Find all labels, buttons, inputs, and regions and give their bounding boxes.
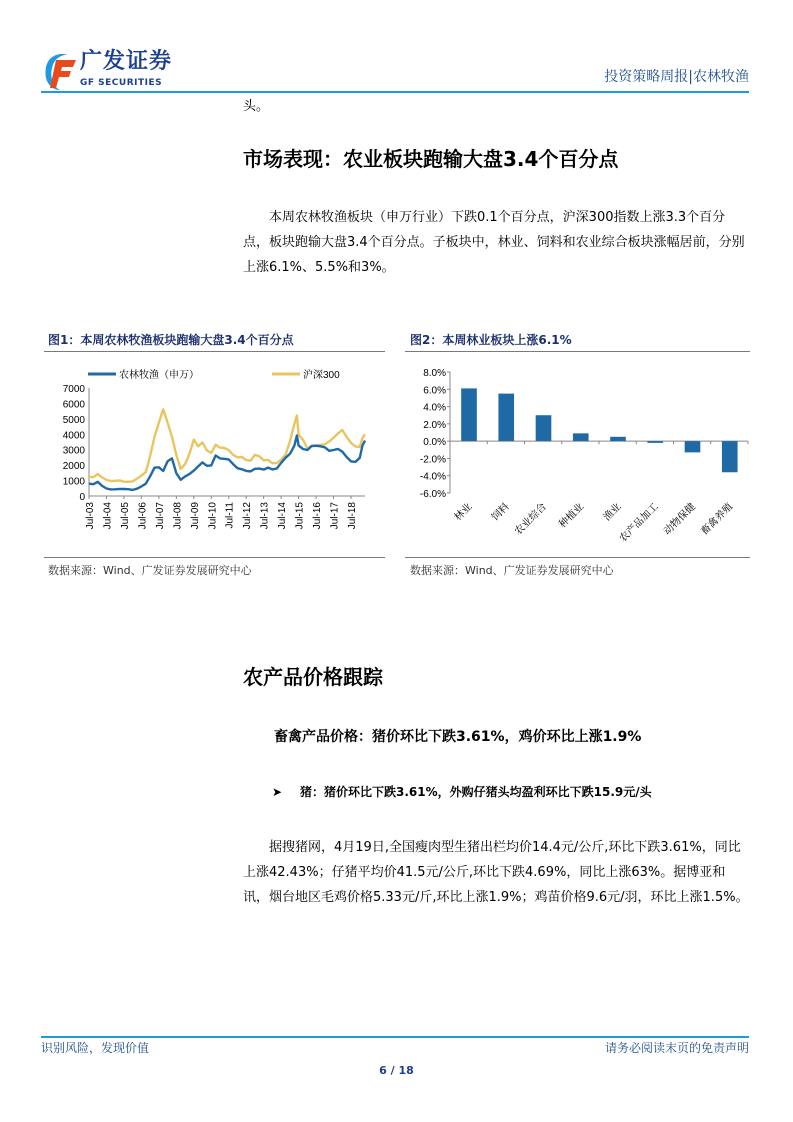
section-title-prices: 农产品价格跟踪: [243, 665, 383, 689]
report-type: 投资策略周报|农林牧渔: [604, 69, 749, 85]
x-tick-label: 畜禽养殖: [699, 501, 736, 538]
price-paragraph: 据搜猪网，4月19日,全国瘦肉型生猪出栏均价14.4元/公斤,环比下跌3.61%，同比上涨42.43%；仔猪平均价41.5元/公斤,环比下跌4.69%，同比上涨63%。据博亚和讯，烟台地区毛鸡价格5.33元/斤,环比上涨1.9%；鸡苗价格9.6元/羽，环比上涨1.5%。: [243, 840, 749, 905]
x-tick-label: 农产品加工: [617, 501, 661, 545]
legend-label: 沪深300: [303, 370, 340, 381]
y-tick-label: 4.0%: [423, 402, 446, 414]
y-tick-label: 4000: [62, 430, 85, 442]
x-tick-label: Jul-18: [347, 502, 359, 530]
logo-text-cn: 广发证券: [80, 49, 173, 74]
footer-slogan: 识别风险，发现价值: [41, 1041, 150, 1055]
x-tick-label: 渔业: [601, 501, 624, 524]
y-tick-label: 5000: [62, 414, 85, 426]
y-tick-label: 7000: [62, 384, 85, 395]
legend-label: 农林牧渔（申万）: [119, 370, 199, 381]
y-tick-label: 2000: [62, 461, 85, 473]
footer-divider: [41, 1036, 749, 1038]
gf-logo-icon: [42, 52, 78, 92]
x-tick-label: Jul-16: [312, 502, 324, 530]
bar-0: [461, 388, 477, 441]
header-divider: [41, 91, 749, 93]
figure2-caption: 图2：本周林业板块上涨6.1%: [410, 333, 572, 347]
figure1-caption-rule: [44, 351, 385, 352]
page-number: 6 / 18: [379, 1064, 414, 1077]
x-tick-label: Jul-05: [119, 502, 131, 530]
bar-6: [685, 441, 701, 452]
figure1-bottom-rule: [44, 557, 385, 558]
series-line-hs300: [89, 409, 365, 482]
logo-text-en: GF SECURITIES: [80, 78, 163, 88]
y-tick-label: 6000: [62, 399, 85, 411]
bar-5: [647, 441, 663, 443]
x-tick-label: Jul-10: [207, 502, 219, 530]
x-tick-label: Jul-11: [224, 502, 236, 529]
x-tick-label: 饲料: [489, 501, 512, 524]
x-tick-label: Jul-17: [329, 502, 341, 530]
figure1-caption: 图1：本周农林牧渔板块跑输大盘3.4个百分点: [48, 333, 294, 347]
x-tick-label: Jul-14: [277, 502, 289, 530]
y-tick-label: 3000: [62, 445, 85, 457]
y-tick-label: 6.0%: [423, 385, 446, 397]
figure2-bottom-rule: [405, 557, 750, 558]
y-tick-label: 2.0%: [423, 419, 446, 431]
y-tick-label: -2.0%: [419, 454, 446, 466]
x-tick-label: Jul-06: [137, 502, 149, 530]
figure1-source: 数据来源：Wind、广发证券发展研究中心: [48, 564, 252, 577]
bar-1: [498, 394, 514, 442]
market-paragraph: 本周农林牧渔板块（申万行业）下跌0.1个百分点，沪深300指数上涨3.3个百分点，板块跑输大盘3.4个百分点。子板块中，林业、饲料和农业综合板块涨幅居前，分别上涨6.1%、5.5%和3%。: [243, 210, 745, 275]
carry-over-text: 头。: [243, 99, 270, 114]
x-tick-label: Jul-08: [172, 502, 184, 530]
y-tick-label: -4.0%: [419, 471, 446, 483]
section-title-market: 市场表现：农业板块跑输大盘3.4个百分点: [243, 147, 619, 171]
x-tick-label: 林业: [452, 501, 475, 524]
x-tick-label: Jul-04: [102, 502, 114, 530]
y-tick-label: 1000: [62, 476, 85, 488]
figure2-caption-rule: [405, 351, 750, 352]
pig-bullet: 猪：猪价环比下跌3.61%，外购仔猪头均盈利环比下跌15.9元/头: [300, 785, 652, 799]
bar-4: [610, 437, 626, 441]
figure2-bar-chart: [405, 362, 755, 552]
y-tick-label: 0: [79, 492, 85, 503]
x-tick-label: Jul-07: [154, 502, 166, 530]
bar-2: [536, 415, 552, 441]
x-tick-label: Jul-12: [242, 502, 254, 530]
x-tick-label: 种植业: [557, 501, 587, 531]
x-tick-label: 动物保健: [661, 501, 698, 538]
y-tick-label: 0.0%: [423, 437, 446, 449]
x-tick-label: Jul-09: [189, 502, 201, 530]
bullet-arrow-icon: ➤: [272, 785, 283, 799]
x-tick-label: 农业综合: [512, 501, 549, 538]
bar-3: [573, 433, 589, 441]
figure2-source: 数据来源：Wind、广发证券发展研究中心: [410, 564, 614, 577]
y-tick-label: -6.0%: [419, 489, 446, 500]
bar-7: [722, 441, 738, 472]
y-tick-label: 8.0%: [423, 368, 446, 379]
x-tick-label: Jul-03: [85, 502, 96, 530]
footer-disclaimer: 请务必阅读末页的免责声明: [604, 1041, 749, 1055]
x-tick-label: Jul-15: [294, 502, 306, 530]
x-tick-label: Jul-13: [259, 502, 271, 530]
figure1-line-chart: [44, 362, 384, 552]
livestock-subtitle: 畜禽产品价格：猪价环比下跌3.61%，鸡价环比上涨1.9%: [274, 729, 642, 745]
